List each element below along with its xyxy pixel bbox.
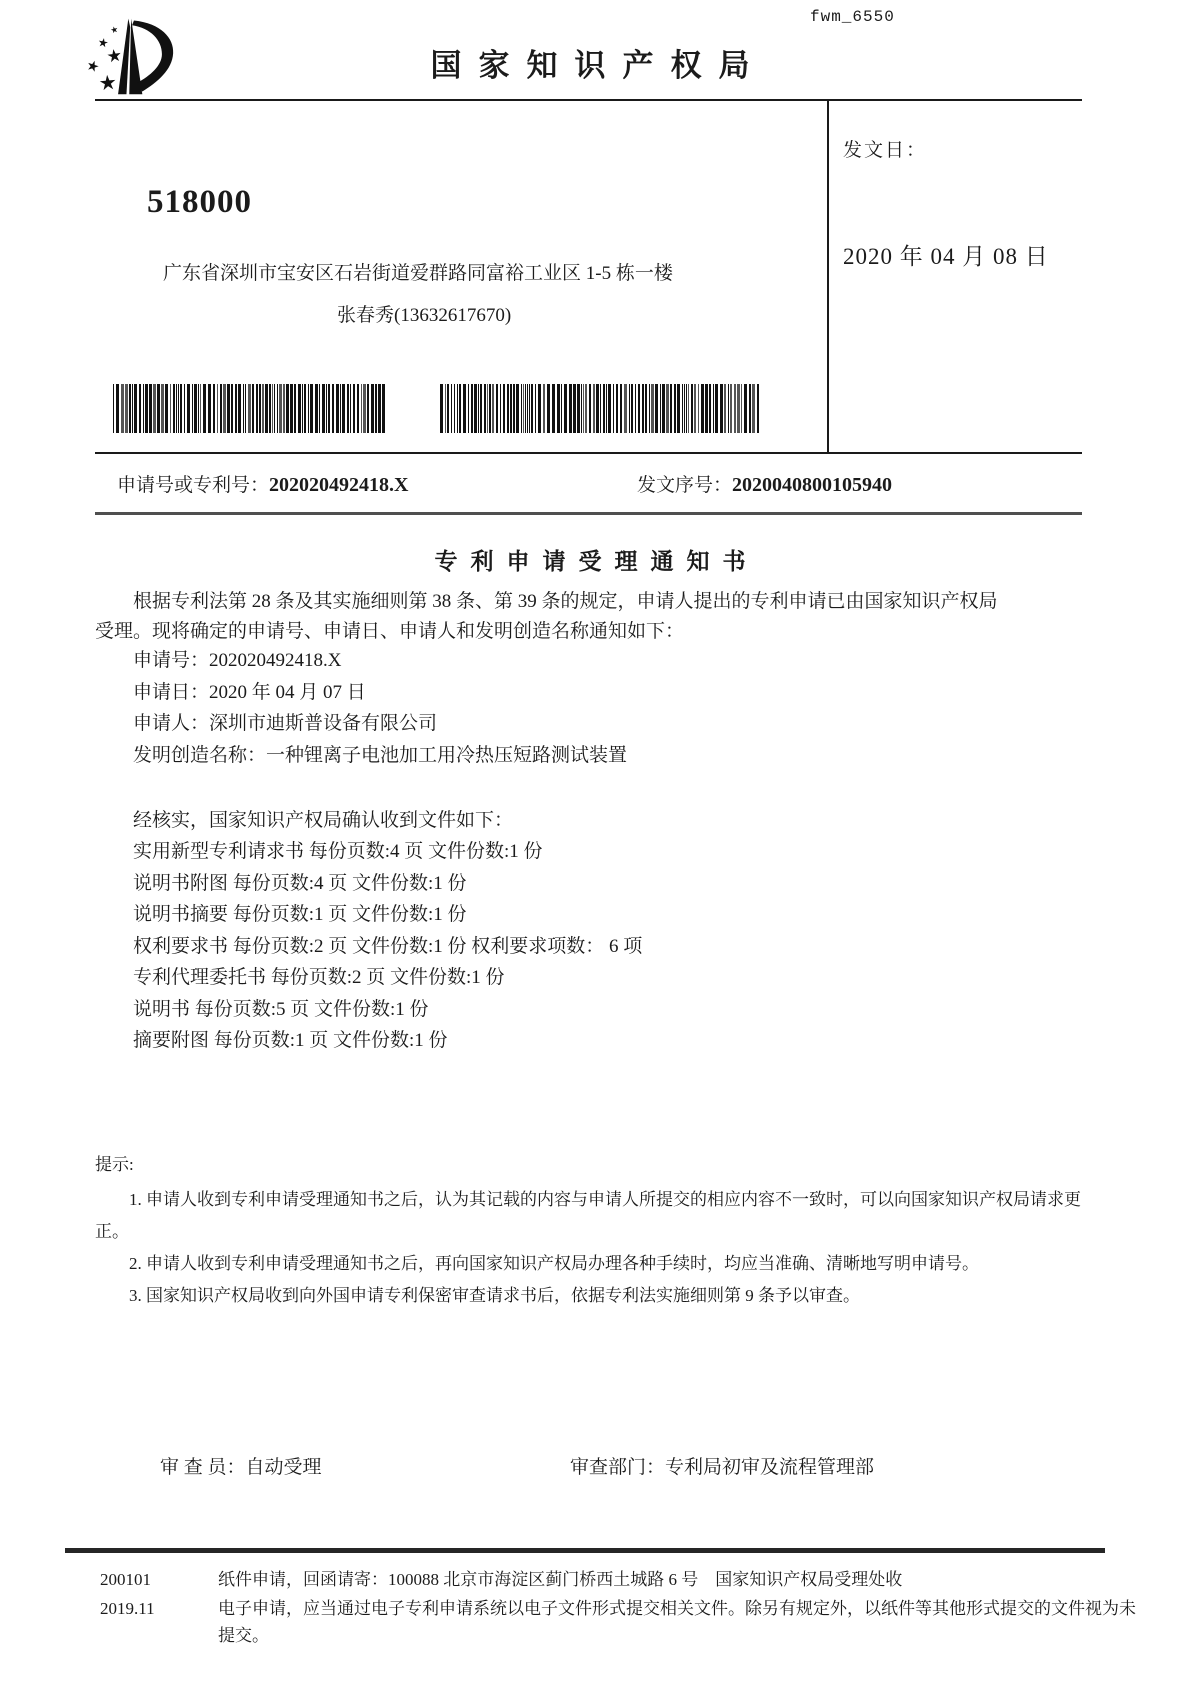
department-row [570, 1452, 874, 1479]
dispatch-date-label: 发文日： [843, 140, 928, 161]
field-value: 202020492418.X [209, 650, 342, 671]
serial-number-value: 2020040800105940 [732, 474, 893, 496]
field-value: 一种锂离子电池加工用冷热压短路测试装置 [266, 744, 628, 766]
header-rule [95, 99, 1082, 101]
document-item: 摘要附图 每份页数:1 页 文件份数:1 份 [133, 1030, 448, 1051]
dispatch-divider [827, 99, 829, 454]
notice-title: 专利申请受理通知书 [434, 548, 759, 574]
footer-code-1: 200101 [100, 1570, 151, 1589]
mail-recipient: 张春秀(13632617670) [337, 305, 512, 326]
notice-intro-line1: 根据专利法第 28 条及其实施细则第 38 条、第 39 条的规定，申请人提出的专利申请已由国家知识产权局 [133, 591, 998, 612]
document-item: 权利要求书 每份页数:2 页 文件份数:1 份 权利要求项数： 6 项 [133, 935, 643, 957]
application-fields [133, 645, 627, 771]
footer-text-2: 电子申请，应当通过电子专利申请系统以电子文件形式提交相关文件。除另有规定外，以纸件等其他形式提交的文件视为未提交。 [218, 1599, 1136, 1645]
footer-text-1: 纸件申请，回函请寄：100088 北京市海淀区蓟门桥西土城路 6 号 国家知识产权局受理处收 [218, 1570, 903, 1589]
serial-number-row [637, 470, 892, 497]
document-item: 专利代理委托书 每份页数:2 页 文件份数:1 份 [133, 967, 505, 988]
mid-rule [95, 452, 1082, 454]
department-value: 专利局初审及流程管理部 [665, 1457, 875, 1478]
footer-rule [65, 1548, 1105, 1553]
field-label: 申请号： [133, 650, 210, 671]
serial-number-label: 发文序号： [637, 475, 733, 496]
field-application-number [133, 645, 627, 677]
examiner-label: 审 查 员： [160, 1457, 246, 1478]
field-label: 申请人： [133, 713, 210, 734]
tip-item-1: 1. 申请人收到专利申请受理通知书之后，认为其记载的内容与申请人所提交的相应内容不一致时，可以向国家知识产权局请求更正。 [95, 1190, 1081, 1241]
field-application-date [133, 677, 627, 709]
doc-code: fwm_6550 [810, 8, 895, 26]
document-item: 说明书 每份页数:5 页 文件份数:1 份 [133, 998, 429, 1020]
application-number-row [117, 470, 408, 497]
received-documents-intro: 经核实，国家知识产权局确认收到文件如下： [133, 810, 514, 831]
application-number-label: 申请号或专利号： [117, 475, 270, 496]
field-invention-title [133, 740, 627, 772]
examiner-value: 自动受理 [245, 1457, 322, 1478]
notice-intro-paragraph [95, 587, 1095, 647]
barcode-serial-number [440, 384, 762, 433]
department-label: 审查部门： [570, 1457, 666, 1478]
field-value: 深圳市迪斯普设备有限公司 [209, 713, 438, 734]
document-item: 说明书附图 每份页数:4 页 文件份数:1 份 [133, 872, 467, 894]
dispatch-date-value: 2020 年 04 月 08 日 [843, 244, 1049, 269]
tip-item-3: 3. 国家知识产权局收到向外国申请专利保密审查请求书后，依据专利法实施细则第 9 条予以审查。 [129, 1286, 860, 1305]
field-label: 申请日： [133, 681, 210, 703]
application-number-value: 202020492418.X [269, 474, 409, 496]
agency-title: 国家知识产权局 [430, 48, 767, 83]
examiner-row [160, 1452, 322, 1479]
tips-label: 提示: [95, 1155, 134, 1174]
field-label: 发明创造名称： [133, 744, 267, 766]
received-documents-list [133, 836, 642, 1057]
field-value: 2020 年 04 月 07 日 [209, 681, 366, 703]
thick-rule [95, 512, 1082, 515]
barcode-application-number [113, 384, 385, 433]
postcode: 518000 [147, 184, 252, 220]
mail-address: 广东省深圳市宝安区石岩街道爱群路同富裕工业区 1-5 栋一楼 [163, 263, 673, 284]
document-item: 实用新型专利请求书 每份页数:4 页 文件份数:1 份 [133, 841, 543, 862]
document-item: 说明书摘要 每份页数:1 页 文件份数:1 份 [133, 904, 467, 925]
footer-code-2: 2019.11 [100, 1599, 155, 1618]
tip-item-2: 2. 申请人收到专利申请受理通知书之后，再向国家知识产权局办理各种手续时，均应当准确、清晰地写明申请号。 [129, 1254, 979, 1273]
notice-intro-line2: 受理。现将确定的申请号、申请日、申请人和发明创造名称通知如下： [95, 621, 685, 642]
field-applicant [133, 708, 627, 740]
